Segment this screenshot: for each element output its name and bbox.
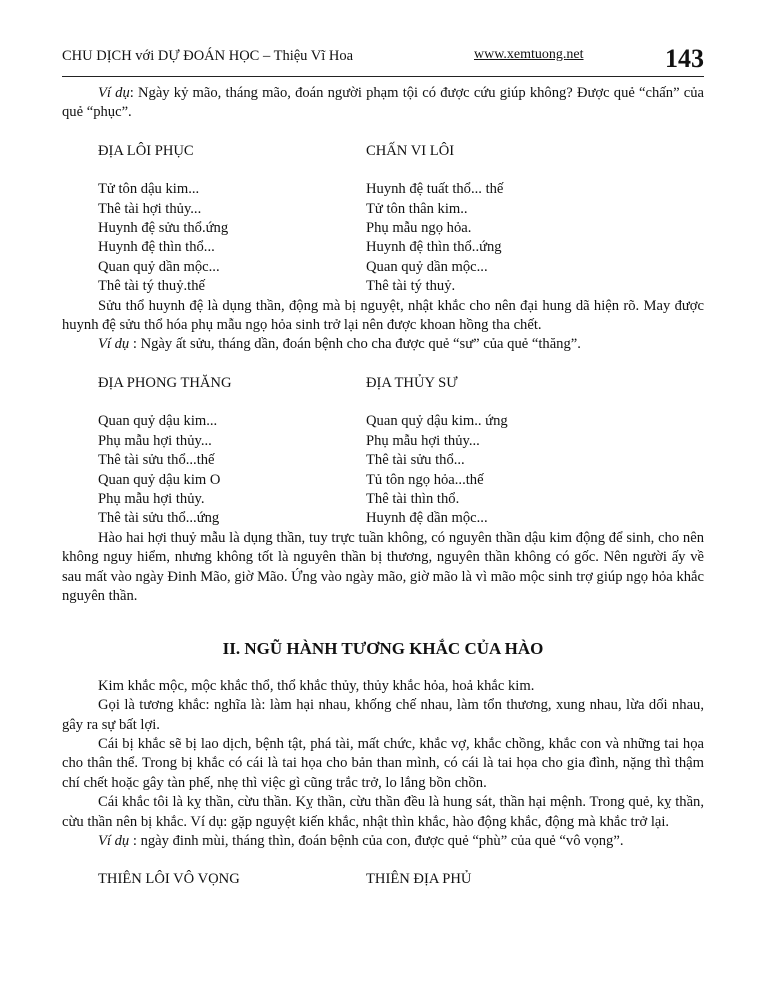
book-title: CHU DỊCH với DỰ ĐOÁN HỌC – Thiệu Vĩ Hoa bbox=[62, 48, 354, 64]
line-row: Quan quỷ dần mộc... Quan quỷ dần mộc... bbox=[98, 258, 488, 275]
line-row: Quan quỷ dậu kim... Quan quỷ dậu kim.. ứng bbox=[98, 413, 508, 430]
page-number: 143 bbox=[665, 44, 704, 73]
page-header bbox=[62, 40, 704, 80]
line-row: Phụ mẫu hợi thủy. Thê tài thìn thổ. bbox=[98, 490, 460, 507]
hexagram-title-right: ĐỊA THỦY SƯ bbox=[366, 374, 458, 391]
example-2-lines bbox=[62, 412, 704, 528]
website-link[interactable]: www.xemtuong.net bbox=[474, 47, 584, 62]
paragraph: Cái bị khắc sẽ bị lao dịch, bệnh tật, phá tài, mất chức, khắc vợ, khắc chồng, khắc con và những tai họa cho thân thể. Trong bị khắc có cái là tai họa cho bản than mình, có cái là tai họa cho gia đình, nặng thì thậm chí chết hoặc gây tàn phế, nhẹ thì việc gì cũng trắc trở, lo lắng bồn chồn. bbox=[62, 735, 704, 791]
hexagram-title-right: CHẤN VI LÔI bbox=[366, 142, 455, 159]
paragraph: Gọi là tương khắc: nghĩa là: làm hại nhau, khống chế nhau, làm tổn thương, xung nhau, lừa dối nhau, gây ra sự bất lợi. bbox=[62, 697, 704, 733]
example-3-intro: Ví dụ : ngày đinh mùi, tháng thìn, đoán bệnh của con, được quẻ “phù” của quẻ “vô vọng”. bbox=[98, 833, 624, 849]
line-row: Tử tôn dậu kim... Huynh đệ tuất thổ... thế bbox=[98, 181, 504, 198]
page-body bbox=[62, 84, 704, 909]
hexagram-title-left: ĐỊA LÔI PHỤC bbox=[98, 142, 194, 159]
example-label: Ví dụ bbox=[98, 85, 130, 101]
hexagram-title-left: THIÊN LÔI VÔ VỌNG bbox=[98, 871, 240, 888]
example-3-titles bbox=[62, 870, 704, 889]
example-2-intro: Ví dụ : Ngày ất sửu, tháng dần, đoán bệnh cho cha được quẻ “sư” của quẻ “thăng”. bbox=[98, 336, 581, 353]
example-1-titles bbox=[62, 142, 704, 161]
section-heading: II. NGŨ HÀNH TƯƠNG KHẮC CỦA HÀO bbox=[222, 639, 544, 659]
line-row: Thê tài sửu thổ...thế Thê tài sửu thổ... bbox=[98, 452, 465, 469]
example-label: Ví dụ bbox=[98, 336, 130, 353]
line-row: Thê tài sửu thổ...ứng Huynh đệ dần mộc... bbox=[98, 510, 488, 527]
example-1-explanation: Sửu thổ huynh đệ là dụng thần, động mà bị nguyệt, nhật khắc cho nên đại hung dã hiện rõ. May được huynh đệ sửu thổ hóa phụ mẫu ngọ hỏa sinh trở lại nên được khoan hồng tha chết. bbox=[62, 297, 704, 334]
hexagram-title-left: ĐỊA PHONG THĂNG bbox=[98, 374, 232, 391]
example-label: Ví dụ bbox=[98, 833, 130, 849]
hexagram-title-right: THIÊN ĐỊA PHỦ bbox=[366, 871, 472, 888]
example-2-explanation: Hào hai hợi thuỷ mẫu là dụng thần, tuy trực tuần không, có nguyên thần dậu kim động để sinh, cho nên không nguy hiểm, nhưng không tốt là nguyên thần bị thương, nguyên thần không có gốc. Nên người ấy về sau mất vào ngày Đinh Mão, giờ Mão. Ứng vào ngày mão, giờ mão là vì mão mộc sinh trợ giúp ngọ hỏa khắc nguyên thần. bbox=[62, 529, 704, 604]
line-row: Thê tài hợi thủy... Tử tôn thân kim.. bbox=[98, 200, 468, 217]
line-row: Thê tài tý thuỷ.thế Thê tài tý thuỷ. bbox=[98, 278, 456, 295]
line-row: Quan quỷ dậu kim O Tủ tôn ngọ hỏa...thế bbox=[98, 471, 484, 488]
paragraph: Cái khắc tôi là kỵ thần, cừu thần. Kỵ thần, cừu thần đều là hung sát, thần hại mệnh. Trong quẻ, kỵ thần, cừu thần nên bị khắc. Ví dụ: gặp nguyệt kiến khắc, nhật thìn khắc, hào động khắc, động mà khắc trở lại. bbox=[62, 794, 704, 830]
example-1-lines bbox=[62, 180, 704, 296]
header-divider bbox=[62, 76, 704, 77]
paragraph: Kim khắc mộc, mộc khắc thổ, thổ khắc thủy, thủy khắc hỏa, hoả khắc kim. bbox=[98, 677, 535, 694]
line-row: Huynh đệ sửu thổ.ứng Phụ mẫu ngọ hỏa. bbox=[98, 220, 472, 237]
line-row: Huynh đệ thìn thổ... Huynh đệ thìn thổ..ứng bbox=[98, 239, 502, 256]
example-2-titles bbox=[62, 374, 704, 393]
line-row: Phụ mẫu hợi thủy... Phụ mẫu hợi thủy... bbox=[98, 432, 480, 449]
example-1-intro: Ví dụ: Ngày kỷ mão, tháng mão, đoán người phạm tội có được cứu giúp không? Được quẻ “chấn” của quẻ “phục”. bbox=[62, 85, 704, 121]
